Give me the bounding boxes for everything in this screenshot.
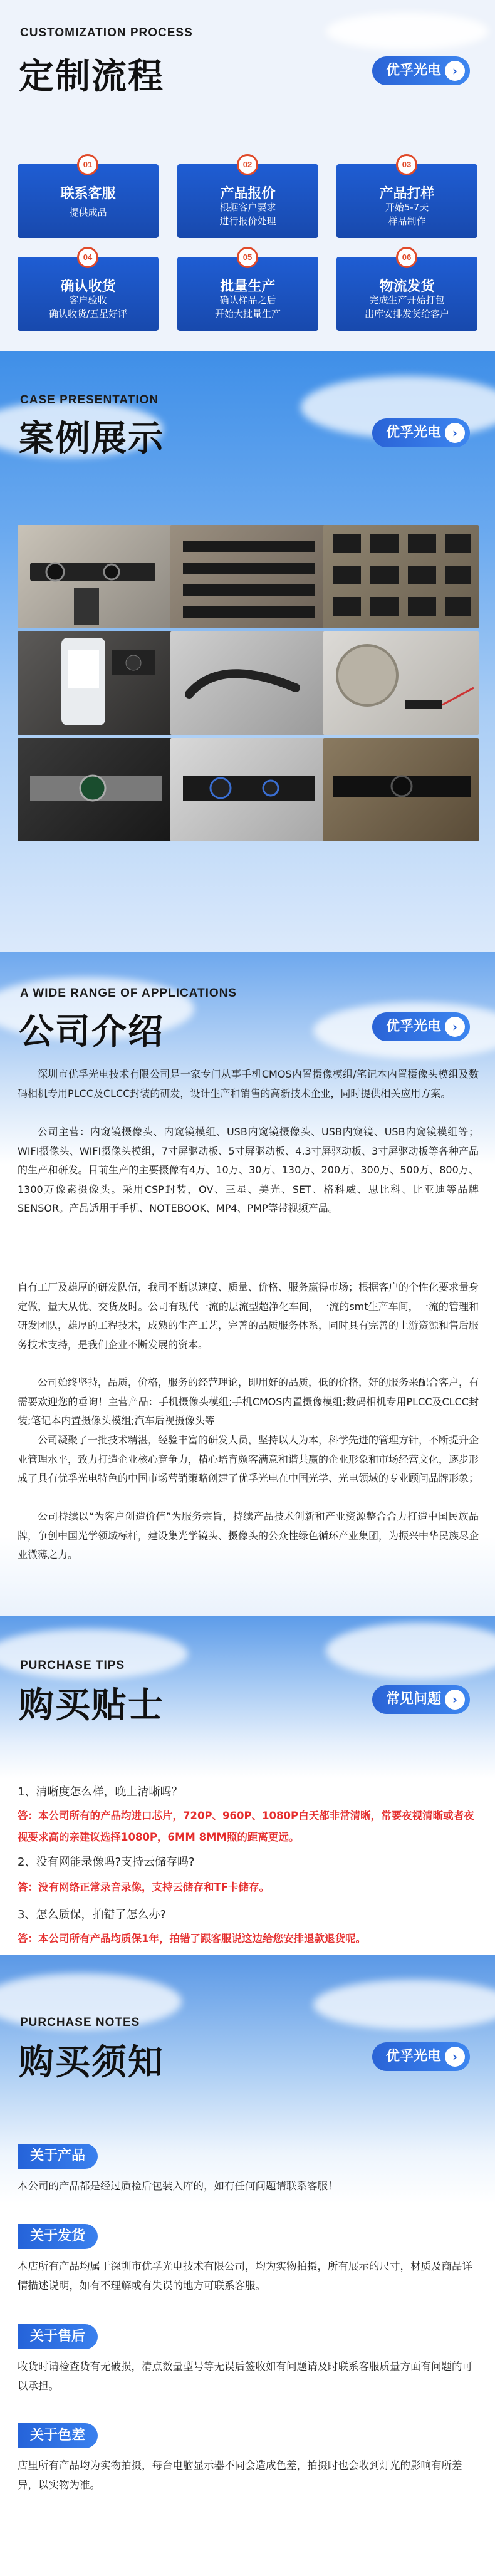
step-title: 联系客服 (60, 186, 116, 202)
tips-cn-title: 购买贴士 (19, 1685, 164, 1726)
cases-section (0, 351, 495, 952)
company-para-6: 公司持续以“为客户创造价值”为服务宗旨，持续产品技术创新和产业资源整合合力打造中国民族品牌，争创中国光学领域标杆，建设集光学镜头、摄像头的公众性绿色循环产业集团，为振兴中华民族尽企业微薄之力。 (18, 1510, 479, 1561)
chevron-right-icon: › (445, 1017, 465, 1037)
case-photo (18, 631, 173, 735)
brand-button-label: 优孚光电 (385, 2049, 441, 2064)
case-photo (170, 738, 326, 841)
step-number: 02 (237, 154, 258, 175)
step-5 (177, 252, 318, 331)
process-en-title: CUSTOMIZATION PROCESS (20, 26, 193, 39)
case-photo (170, 631, 326, 735)
faq-answer-3: 答：本公司所有产品均质保1年，拍错了跟客服说这边给您安排退款退货呢。 (18, 1933, 366, 1945)
note-text-aftersales: 收货时请检查货有无破损，清点数量型号等无误后签收如有问题请及时联系客服质量方面有问题的可以承担。 (18, 2360, 472, 2392)
company-cn-title: 公司介绍 (19, 1012, 164, 1052)
case-photo (170, 525, 326, 628)
chevron-right-icon: › (445, 2047, 465, 2067)
company-para-5: 公司凝聚了一批技术精湛，经验丰富的研发人员，坚持以人为本，科学先进的管理方针，不断提升企业管理水平，致力打造企业核心竞争力，精心培育颇客满意和谐共赢的企业形象和市场经营文化，逐步形成了具有优孚光电特色的中国市场营销策略创建了优孚光电在中国光学、光电领域的专业顾问品牌形象； (18, 1434, 479, 1484)
notes-cn-title: 购买须知 (19, 2042, 164, 2083)
case-photo (18, 738, 173, 841)
step-2 (177, 160, 318, 238)
step-number: 06 (396, 247, 417, 268)
notes-section (0, 1955, 495, 2576)
cases-cn-title: 案例展示 (19, 418, 164, 459)
faq-button-label: 常见问题 (385, 1691, 441, 1707)
process-section (0, 0, 495, 351)
case-photo (323, 525, 479, 628)
tips-section (0, 1616, 495, 1848)
company-en-title: A WIDE RANGE OF APPLICATIONS (20, 987, 237, 1000)
company-para-4: 公司始终坚持，品质，价格，服务的经营理论，即用好的品质，低的价格，好的服务来配合客户，有需要欢迎您的垂询！主营产品：手机摄像头模组;手机CMOS内置摄像模组;数码相机专用PLCC及CLCC封装;笔记本内置摄像头模组;汽车后视摄像头等 (18, 1376, 479, 1426)
step-title: 产品打样 (379, 186, 435, 202)
step-1 (18, 160, 159, 238)
company-section (0, 952, 495, 1616)
step-title: 确认收货 (60, 279, 116, 294)
company-para-2: 公司主营：内窥镜摄像头、内窥镜模组、USB内窥镜摄像头、USB内窥镜、USB内窥镜模组等；WIFI摄像头、WIFI摄像头模组，7寸屏驱动板、5寸屏驱动板、4.3寸屏驱动板、3寸屏驱动板等各种产品的生产和研发。目前生产的主要摄像有4万、10万、30万、130万、200万、300万、500万、800万、1300万像素摄像头。采用CSP封装，OV、三星、美光、SET、格科威、思比科、比亚迪等品牌SENSOR。产品适用于手机、NOTEBOOK、MP4、PMP等带视频产品。 (18, 1126, 479, 1214)
company-para-3: 自有工厂及雄厚的研发队伍，我司不断以速度、质量、价格、服务赢得市场；根据客户的个性化要求量身定做，量大从优、交货及时。公司有现代一流的层流型超净化车间，一流的smt生产车间，一流的管理和研发团队，雄厚的工程技术，成熟的生产工艺，完善的品质服务体系，同时具有完善的上游资源和售后服务技术支持，是我们企业不断发展的资本。 (18, 1281, 479, 1351)
note-tag-product: 关于产品 (18, 2144, 98, 2169)
step-number: 01 (77, 154, 98, 175)
faq-question-3: 3、怎么质保，拍错了怎么办? (18, 1908, 167, 1921)
brand-button[interactable] (372, 56, 470, 85)
note-text-color: 店里所有产品均为实物拍摄，每台电脑显示器不同会造成色差，拍摄时也会收到灯光的影响有所差异，以实物为准。 (18, 2459, 462, 2491)
step-6 (336, 252, 477, 331)
step-title: 产品报价 (220, 186, 276, 202)
brand-button[interactable] (372, 1012, 470, 1041)
cases-en-title: CASE PRESENTATION (20, 393, 159, 407)
faq-button[interactable] (372, 1685, 470, 1714)
tips-section-cont (0, 1848, 495, 1955)
step-desc: 客户验收 确认收货/五星好评 (48, 294, 128, 319)
chevron-right-icon: › (445, 423, 465, 443)
note-text-product: 本公司的产品都是经过质检后包装入库的，如有任何问题请联系客服！ (18, 2180, 338, 2192)
note-tag-shipping: 关于发货 (18, 2224, 98, 2249)
brand-button[interactable] (372, 418, 470, 447)
company-para-1: 深圳市优孚光电技术有限公司是一家专门从事手机CMOS内置摄像模组/笔记本内置摄像头模组及数码相机专用PLCC及CLCC封装的研发，设计生产和销售的高新技术企业，同时提供相关应用方案。 (18, 1068, 479, 1099)
step-number: 04 (77, 247, 98, 268)
step-number: 03 (396, 154, 417, 175)
faq-answer-1: 答：本公司所有的产品均进口芯片，720P、960P、1080P白天都非常清晰，常要夜视清晰或者夜视要求高的亲建议选择1080P，6MM 8MM照的距离更远。 (18, 1810, 474, 1843)
note-text-shipping: 本店所有产品均属于深圳市优孚光电技术有限公司，均为实物拍摄，所有展示的尺寸，材质及商品详情描述说明，如有不理解或有失误的地方可联系客服。 (18, 2260, 472, 2292)
chevron-right-icon: › (445, 1690, 465, 1710)
step-3 (336, 160, 477, 238)
process-cn-title: 定制流程 (19, 56, 164, 97)
brand-button-label: 优孚光电 (385, 1019, 441, 1034)
case-photo (323, 738, 479, 841)
step-desc: 确认样品之后 开始大批量生产 (214, 294, 281, 319)
note-tag-color: 关于色差 (18, 2423, 98, 2448)
brand-button[interactable] (372, 2042, 470, 2071)
step-title: 批量生产 (220, 279, 276, 294)
faq-question-2: 2、没有网能录像吗?支持云储存吗? (18, 1856, 195, 1869)
case-photo (323, 631, 479, 735)
step-desc: 开始5-7天 样品制作 (385, 202, 429, 227)
step-4 (18, 252, 159, 331)
case-photo (18, 525, 173, 628)
step-number: 05 (237, 247, 258, 268)
step-desc: 完成生产开始打包 出库安排发货给客户 (364, 294, 449, 319)
note-tag-aftersales: 关于售后 (18, 2324, 98, 2349)
step-desc: 提供成品 (69, 207, 107, 218)
brand-button-label: 优孚光电 (385, 63, 441, 78)
step-title: 物流发货 (379, 279, 435, 294)
chevron-right-icon: › (445, 61, 465, 81)
tips-en-title: PURCHASE TIPS (20, 1659, 125, 1672)
faq-question-1: 1、清晰度怎么样，晚上清晰吗？ (18, 1785, 183, 1799)
step-desc: 根据客户要求 进行报价处理 (219, 202, 276, 227)
brand-button-label: 优孚光电 (385, 425, 441, 440)
notes-en-title: PURCHASE NOTES (20, 2016, 140, 2029)
faq-answer-2: 答：没有网络正常录音录像，支持云储存和TF卡储存。 (18, 1881, 270, 1893)
